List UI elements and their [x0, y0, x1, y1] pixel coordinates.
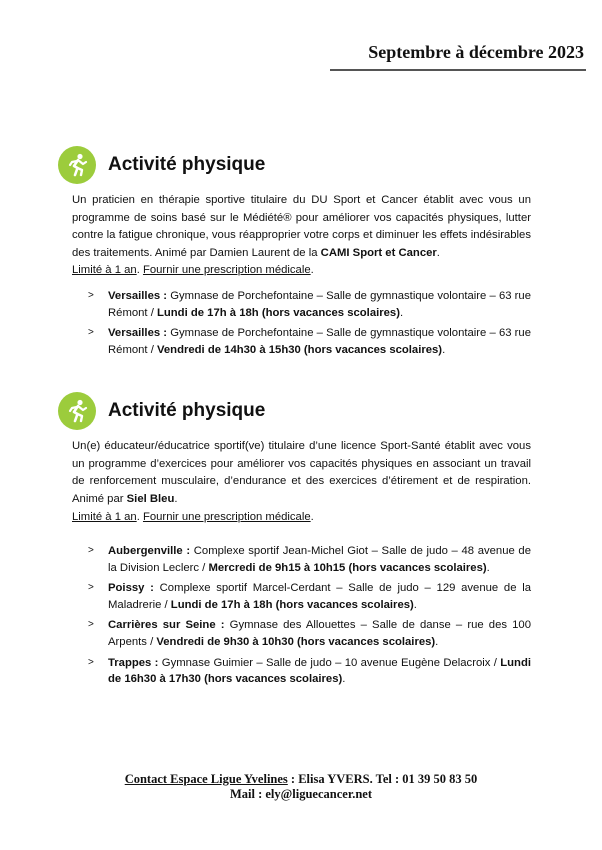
runner-icon	[58, 392, 96, 430]
list-item: > Trappes : Gymnase Guimier – Salle de judo – 10 avenue Eugène Delacroix / Lundi de 16h30 à 17h30 (hors vacances scolaires).	[88, 656, 531, 686]
contact-mail: Mail : ely@liguecancer.net	[229, 787, 373, 801]
chevron-right-icon: >	[88, 327, 94, 339]
contact-footer	[0, 772, 602, 802]
section-1-conditions: Limité à 1 an. Fournir une prescription médicale.	[72, 264, 314, 276]
section-2-conditions: Limité à 1 an. Fournir une prescription médicale.	[72, 511, 314, 523]
section-title: Activité physique	[108, 400, 266, 421]
list-item: > Poissy : Complexe sportif Marcel-Cerdant – Salle de judo – 129 avenue de la Maladrerie / Lundi de 17h à 18h (hors vacances scolaires).	[88, 582, 532, 611]
header-divider	[330, 69, 586, 71]
section-2-description: Un(e) éducateur/éducatrice sportif(ve) titulaire d’une licence Sport-Santé établit avec vous un programme d’exercices pour améliorer vos capacités physiques en associant un travail de renforcement musculaire, d’endurance et des exercices d’étirement et de respiration. Animé par Siel Bleu.	[72, 440, 531, 505]
list-item: > Carrières sur Seine : Gymnase des Allouettes – Salle de danse – rue des 100 Arpents / Vendredi de 9h30 à 10h30 (hors vacances scolaires).	[88, 619, 531, 648]
organizer-name: CAMI Sport et Cancer	[320, 246, 437, 259]
chevron-right-icon: >	[88, 619, 94, 631]
organizer-name: Siel Bleu	[126, 492, 175, 505]
runner-icon	[58, 146, 96, 184]
list-item: > Versailles : Gymnase de Porchefontaine – Salle de gymnastique volontaire – 63 rue Rémont / Vendredi de 14h30 à 15h30 (hors vacances scolaires).	[88, 327, 532, 356]
list-item: > Versailles : Gymnase de Porchefontaine – Salle de gymnastique volontaire – 63 rue Rémont / Lundi de 17h à 18h (hors vacances scolaires).	[88, 290, 532, 319]
list-item: > Aubergenville : Complexe sportif Jean-Michel Giot – Salle de judo – 48 avenue de la Division Leclerc / Mercredi de 9h15 à 10h15 (hors vacances scolaires).	[88, 545, 531, 574]
contact-line: Contact Espace Ligue Yvelines : Elisa YVERS. Tel : 01 39 50 83 50	[124, 772, 478, 786]
chevron-right-icon: >	[88, 545, 94, 556]
section-2-heading	[58, 391, 265, 431]
section-1-heading	[58, 145, 265, 185]
chevron-right-icon: >	[88, 290, 94, 301]
chevron-right-icon: >	[88, 656, 94, 668]
section-1-description: Un praticien en thérapie sportive titulaire du DU Sport et Cancer établit avec vous un programme de soins basé sur le Médiété® pour améliorer vos capacités physiques, lutter contre la fatigue chronique, vous réapproprier votre corps et diminuer les effets indésirables des traitements. Animé par Damien Laurent de la CAMI Sport et Cancer.	[72, 194, 531, 259]
chevron-right-icon: >	[88, 582, 94, 594]
section-1-locations	[88, 288, 531, 358]
section-2-locations	[88, 543, 531, 688]
section-title: Activité physique	[108, 154, 266, 175]
page-date-range: Septembre à décembre 2023	[368, 42, 584, 62]
